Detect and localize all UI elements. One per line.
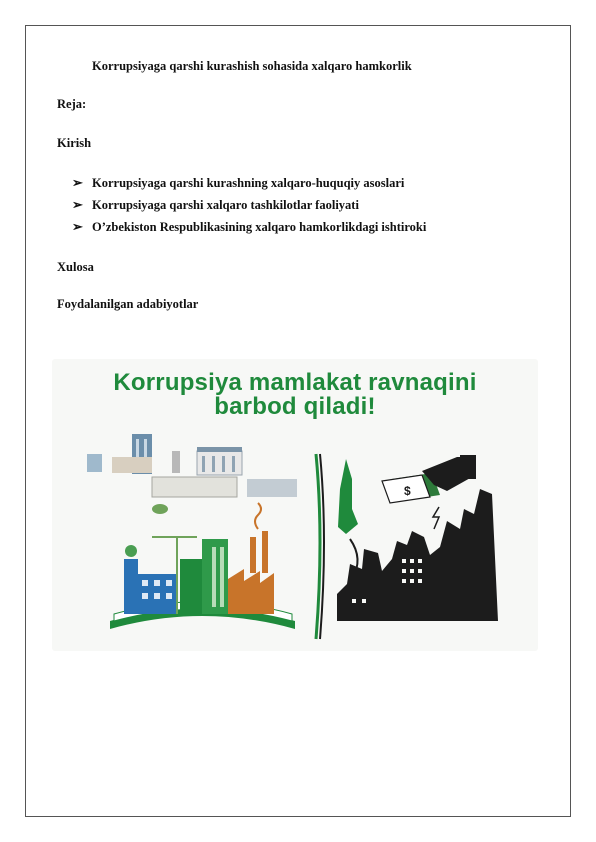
list-item-text: Korrupsiyaga qarshi kurashning xalqaro-huquqiy asoslari — [92, 175, 405, 190]
references-heading: Foydalanilgan adabiyotlar — [57, 297, 199, 311]
plan-list — [72, 172, 426, 238]
svg-text:$: $ — [404, 484, 411, 498]
list-item — [72, 172, 426, 194]
list-item — [72, 194, 426, 216]
list-item-text: Korrupsiyaga qarshi xalqaro tashkilotlar faoliyati — [92, 197, 359, 212]
plan-label: Reja: — [57, 97, 87, 111]
poster-slogan-line-1: Korrupsiya mamlakat ravnaqini — [113, 369, 477, 396]
list-item — [72, 216, 426, 238]
poster-slogan-line-2: barbod qiladi! — [214, 393, 376, 420]
poster-slogan — [52, 371, 538, 419]
anti-corruption-poster — [52, 359, 538, 651]
arrow-bullet-icon: ➢ — [72, 175, 83, 190]
list-item-text: O’zbekiston Respublikasining xalqaro hamkorlikdagi ishtiroki — [92, 219, 427, 234]
document-title: Korrupsiyaga qarshi kurashish sohasida xalqaro hamkorlik — [92, 59, 412, 73]
arrow-bullet-icon: ➢ — [72, 197, 83, 212]
arrow-bullet-icon: ➢ — [72, 219, 83, 234]
city-buildings-illustration — [87, 434, 297, 514]
conclusion-heading: Xulosa — [57, 260, 94, 274]
industry-illustration — [110, 503, 295, 629]
bribe-money-illustration — [382, 455, 476, 529]
intro-heading: Kirish — [57, 136, 92, 150]
ruined-city-illustration — [337, 489, 498, 621]
